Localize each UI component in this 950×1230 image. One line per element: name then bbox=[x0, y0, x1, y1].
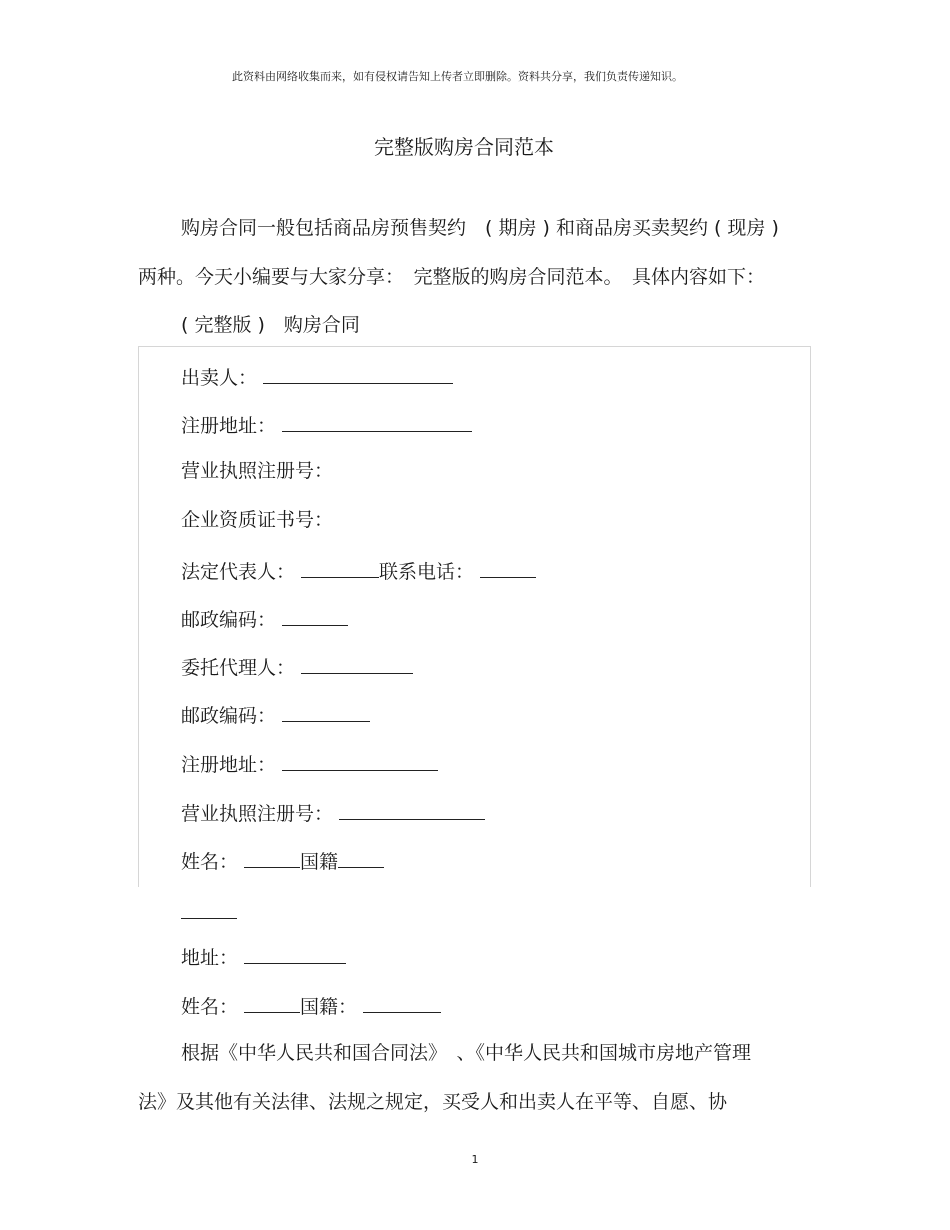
blank-line bbox=[301, 560, 379, 578]
field-postcode bbox=[181, 608, 348, 630]
field-label: 联系电话： bbox=[379, 561, 475, 583]
field-license-no-2 bbox=[181, 802, 485, 824]
blank-line bbox=[244, 946, 346, 964]
contract-subtitle: ( 完整版 ) 购房合同 bbox=[181, 314, 360, 336]
field-legal-rep bbox=[181, 560, 536, 582]
field-agent bbox=[181, 656, 413, 678]
field-label: 注册地址： bbox=[181, 415, 277, 437]
field-license-no: 营业执照注册号： bbox=[181, 460, 334, 482]
field-postcode-2 bbox=[181, 704, 370, 726]
field-label: 邮政编码： bbox=[181, 705, 277, 727]
blank-line bbox=[282, 414, 472, 432]
field-label: 注册地址： bbox=[181, 754, 277, 776]
closing-line-1: 根据《中华人民共和国合同法》 、《中华人民共和国城市房地产管理 bbox=[181, 1042, 752, 1064]
disclaimer-header: 此资料由网络收集而来，如有侵权请告知上传者立即删除。资料共分享，我们负责传递知识。 bbox=[232, 70, 683, 83]
intro-line-2: 两种。今天小编要与大家分享： 完整版的购房合同范本。 具体内容如下： bbox=[138, 266, 766, 288]
field-label: 邮政编码： bbox=[181, 609, 277, 631]
blank-line-continued bbox=[181, 901, 237, 919]
field-label: 法定代表人： bbox=[181, 561, 296, 583]
blank-line bbox=[244, 995, 300, 1013]
field-address bbox=[181, 946, 346, 968]
field-name-2 bbox=[181, 995, 441, 1017]
field-label: 姓名： bbox=[181, 851, 239, 873]
intro-line-1: 购房合同一般包括商品房预售契约 ( 期房 ) 和商品房买卖契约 ( 现房 ) bbox=[181, 217, 779, 239]
blank-line bbox=[480, 560, 536, 578]
closing-line-2: 法》及其他有关法律、法规之规定，买受人和出卖人在平等、自愿、协 bbox=[138, 1091, 728, 1113]
blank-line bbox=[338, 850, 384, 868]
page-number: 1 bbox=[471, 1153, 479, 1166]
blank-line bbox=[282, 753, 438, 771]
blank-line bbox=[282, 608, 348, 626]
blank-line bbox=[263, 366, 453, 384]
field-label: 国籍： bbox=[300, 996, 358, 1018]
field-name bbox=[181, 850, 384, 872]
field-qualification-no: 企业资质证书号： bbox=[181, 509, 334, 531]
blank-line bbox=[244, 850, 300, 868]
field-label: 营业执照注册号： bbox=[181, 803, 334, 825]
field-reg-address bbox=[181, 414, 472, 436]
field-seller bbox=[181, 366, 453, 388]
field-label: 国籍 bbox=[300, 851, 339, 873]
document-title: 完整版购房合同范本 bbox=[374, 135, 554, 159]
field-label: 姓名： bbox=[181, 996, 239, 1018]
blank-line bbox=[301, 656, 413, 674]
field-label: 出卖人： bbox=[181, 367, 258, 389]
field-label: 委托代理人： bbox=[181, 657, 296, 679]
blank-line bbox=[339, 802, 485, 820]
field-reg-address-2 bbox=[181, 753, 438, 775]
field-label: 地址： bbox=[181, 947, 239, 969]
blank-line bbox=[282, 704, 370, 722]
blank-line bbox=[363, 995, 441, 1013]
